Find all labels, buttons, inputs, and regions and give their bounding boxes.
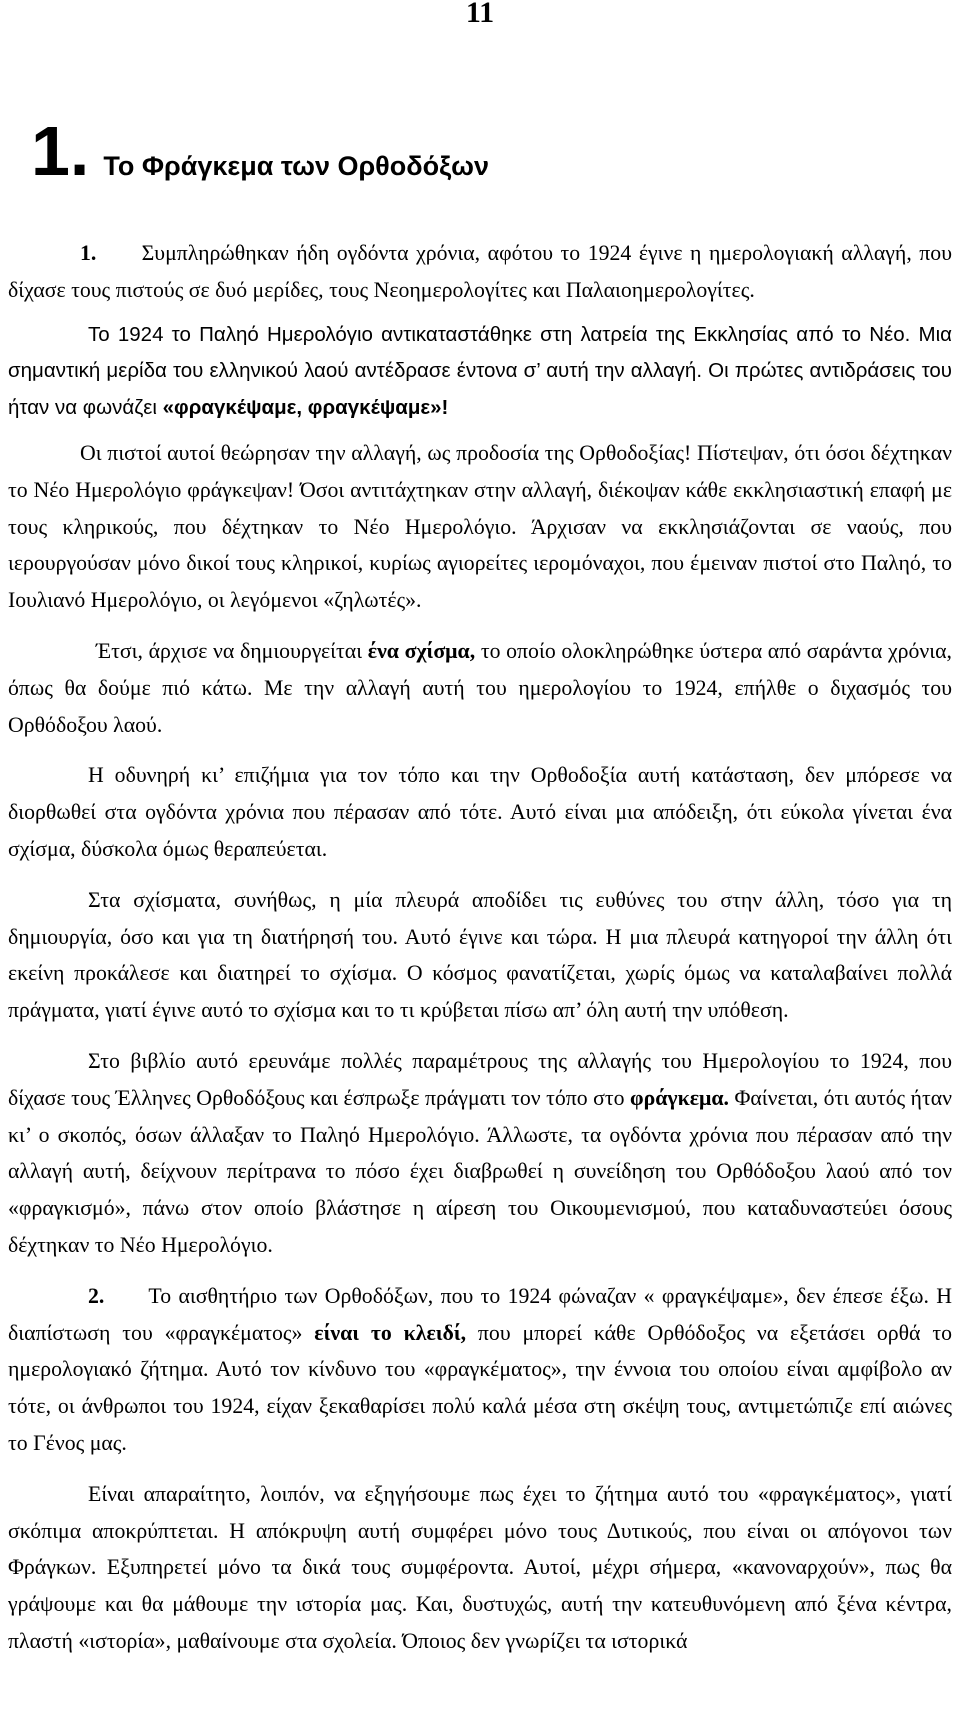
paragraph-4-post: το οποίο ολοκληρώθηκε ύστερα από σαράντα χρόνια, όπως θα δούμε πιό κάτω. Με την αλλαγή αυτή του ημερολογίου το 1924, επήλθε ο διχασμός του Ορθόδοξου λαού.	[8, 638, 952, 737]
paragraph-9-text: Είναι απαραίτητο, λοιπόν, να εξηγήσουμε πως έχει το ζήτημα αυτό του «φραγκέματος», γιατί σκόπιμα αποκρύπτεται. Η απόκρυψη αυτή συμφέρει μόνο τους Δυτικούς, που είναι οι απόγονοι των Φράγκων. Εξυπηρετεί μόνο τα δικά τους συμφέροντα. Αυτοί, μέχρι σήμερα, «κανοναρχούν», πως θα γράψουμε και θα μάθουμε την ιστορία μας. Και, δυστυχώς, αυτή την κατευθυνόμενη από ξένα κέντρα, πλαστή «ιστορία», μαθαίνουμε στα σχολεία. Όποιος δεν γνωρίζει τα ιστορικά	[8, 1481, 952, 1653]
paragraph-1	[8, 235, 952, 309]
paragraph-6	[8, 882, 952, 1029]
paragraph-8-bold: είναι το κλειδί,	[314, 1320, 467, 1345]
paragraph-7-bold: φράγκεμα.	[629, 1085, 729, 1110]
section-number-1: 1.	[80, 241, 97, 265]
paragraph-3	[8, 435, 952, 619]
paragraph-7	[8, 1043, 952, 1264]
paragraph-8-post: που μπορεί κάθε Ορθόδοξος να εξετάσει ορθά το ημερολογιακό ζήτημα. Αυτό τον κίνδυνο του «φραγκέματος», την έννοια του οποίου είναι αμφίβολο αν τότε, οι άνθρωποι του 1924, είχαν ξεκαθαρίσει πολύ καλά μέσα στη σκέψη τους, αντιμετώπιζε επί αιώνες το Γένος μας.	[8, 1320, 952, 1455]
paragraph-7-pre: Στο βιβλίο αυτό ερευνάμε πολλές παραμέτρους της αλλαγής του Ημερολογίου το 1924, που δίχασε τους Έλληνες Ορθοδόξους και έσπρωξε πράγματι τον τόπο στο	[8, 1048, 952, 1110]
paragraph-1-text: Συμπληρώθηκαν ήδη ογδόντα χρόνια, αφότου το 1924 έγινε η ημερολογιακή αλλαγή, που δίχασε τους πιστούς σε δυό μερίδες, τους Νεοημερολογίτες και Παλαιοημερολογίτες.	[8, 241, 952, 302]
paragraph-8	[8, 1278, 952, 1462]
paragraph-4	[8, 633, 952, 743]
paragraph-2-bold: «φραγκέψαμε, φραγκέψαμε»!	[162, 396, 449, 420]
page-number: 11	[465, 0, 495, 29]
paragraph-3-text: Οι πιστοί αυτοί θεώρησαν την αλλαγή, ως προδοσία της Ορθοδοξίας! Πίστεψαν, ότι όσοι δέχτηκαν το Νέο Ημερολόγιο φράγκεψαν! Όσοι αντιτάχτηκαν στην αλλαγή, διέκοψαν κάθε εκκλησιαστική επαφή με τους κληρικούς, που δέχτηκαν το Νέο Ημερολόγιο. Άρχισαν να εκκλησιάζονται σε ναούς, που ιερουργούσαν μόνο δικοί τους κληρικοί, κυρίως αγιορείτες ιερομόναχοι, που έμειναν πιστοί στο Παληό, το Ιουλιανό Ημερολόγιο, οι λεγόμενοι «ζηλωτές».	[8, 440, 952, 613]
body-text	[8, 235, 952, 1660]
paragraph-6-text: Στα σχίσματα, συνήθως, η μία πλευρά αποδίδει τις ευθύνες του στην άλλη, τόσο για τη δημιουργία, όσο και για τη διατήρησή του. Αυτό έγινε και τώρα. Η μια πλευρά κατηγοροί την άλλη ότι εκείνη προκάλεσε και διατηρεί το σχίσμα. Ο κόσμος φανατίζεται, χωρίς όμως να καταλαβαίνει πολλά πράγματα, γιατί έγινε αυτό το σχίσμα και το τι κρύβεται πίσω απ’ όλη αυτή την υπόθεση.	[8, 887, 952, 1023]
paragraph-5	[8, 757, 952, 867]
section-number-2: 2.	[88, 1283, 105, 1308]
paragraph-2-text: Το 1924 το Παληό Ημερολόγιο αντικαταστάθηκε στη λατρεία της Εκκλησίας από το Νέο. Μια σημαντική μερίδα του ελληνικού λαού αντέδρασε έντονα σ’ αυτή την αλλαγή. Οι πρώτες αντιδράσεις του ήταν να φωνάζει	[8, 322, 952, 420]
paragraph-5-text: Η οδυνηρή κι’ επιζήμια για τον τόπο και την Ορθοδοξία αυτή κατάσταση, δεν μπόρεσε να διορθωθεί στα ογδόντα χρόνια που πέρασαν από τότε. Αυτό είναι μια απόδειξη, ότι εύκολα γίνεται ένα σχίσμα, δύσκολα όμως θεραπεύεται.	[8, 763, 952, 861]
paragraph-7-post: Φαίνεται, ότι αυτός ήταν κι’ ο σκοπός, όσων άλλαξαν το Παληό Ημερολόγιο. Άλλωστε, τα ογδόντα χρόνια που πέρασαν από την αλλαγή αυτή, δείχνουν περίτρανα το πόσο έχει διαβρωθεί η συνείδηση του Ορθόδοξου λαού από τον «φραγκισμό», πάνω στον οποίο βλάστησε η αίρεση του Οικουμενισμού, που καταδυναστεύει όσους δέχτηκαν το Νέο Ημερολόγιο.	[8, 1085, 952, 1257]
paragraph-2	[8, 317, 952, 427]
chapter-number: 1.	[31, 112, 90, 190]
chapter-heading	[31, 112, 489, 190]
paragraph-4-pre: Έτσι, άρχισε να δημιουργείται	[96, 638, 368, 663]
paragraph-4-bold: ένα σχίσμα,	[367, 638, 476, 663]
paragraph-8-pre: Το αισθητήριο των Ορθοδόξων, που το 1924 φώναζαν « φραγκέψαμε», δεν έπεσε έξω. Η διαπίστωση του «φραγκέματος»	[8, 1283, 952, 1345]
paragraph-9	[8, 1476, 952, 1660]
chapter-title: Το Φράγκεμα των Ορθοδόξων	[103, 151, 489, 181]
